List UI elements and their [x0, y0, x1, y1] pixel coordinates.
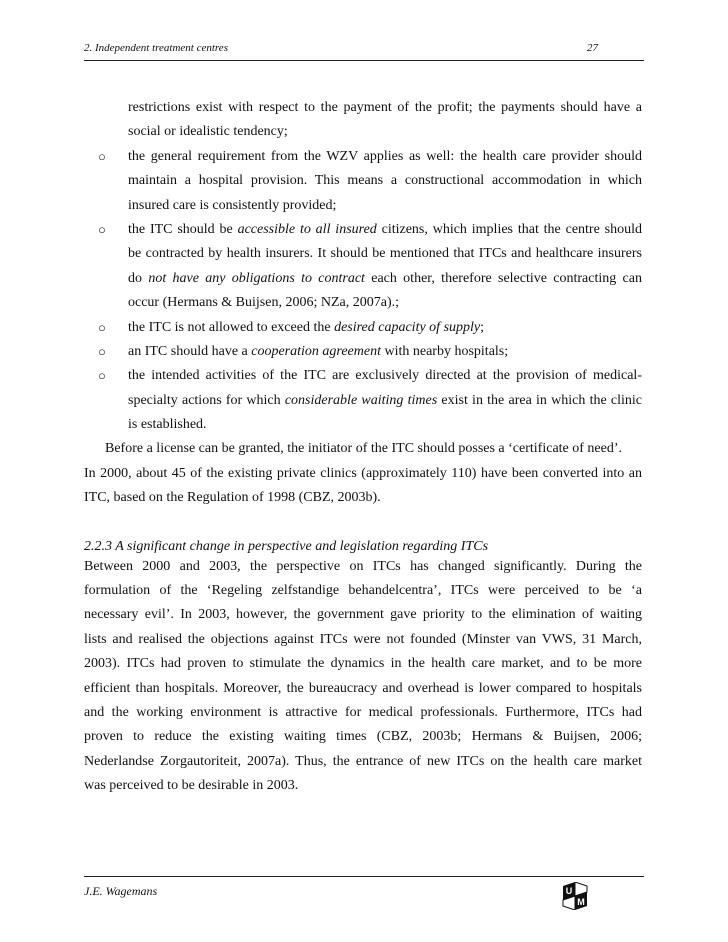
text-line: proven to reduce the existing waiting times (CBZ, 2003b; Hermans & Buijsen, 2006; — [84, 729, 642, 745]
text-line: specialty actions for which considerable waiting times exist in the area in which the clinic — [128, 392, 642, 408]
um-logo-icon — [561, 882, 589, 910]
list-item-text: the ITC should be accessible to all insured citizens, which implies that the centre should — [128, 221, 642, 237]
text-line: efficient than hospitals. Moreover, the bureaucracy and overhead is lower compared to hospitals — [84, 680, 642, 696]
list-item — [84, 218, 642, 242]
logo-letter-m: M — [577, 897, 585, 907]
text-line: do not have any obligations to contract each other, therefore selective contracting can — [128, 270, 642, 286]
text-line: was perceived to be desirable in 2003. — [84, 778, 299, 794]
list-item-text: the intended activities of the ITC are exclusively directed at the provision of medical- — [128, 368, 642, 384]
list-item — [84, 364, 642, 388]
text-line: formulation of the ‘Regeling zelfstandige behandelcentra’, ITCs were perceived to be ‘a — [84, 583, 642, 599]
text-line: and the working environment is attractive for medical professionals. Furthermore, ITCs had — [84, 704, 642, 720]
circle-bullet-icon: ○ — [98, 221, 106, 237]
header-title: 2. Independent treatment centres — [84, 42, 228, 54]
circle-bullet-icon: ○ — [98, 148, 106, 164]
text-line: is established. — [128, 417, 207, 433]
text-line: Between 2000 and 2003, the perspective on ITCs has changed significantly. During the — [84, 558, 642, 574]
paragraph — [84, 555, 642, 799]
text-line: Nederlandse Zorgautoriteit, 2007a). Thus, the entrance of new ITCs on the health care market — [84, 753, 642, 769]
text-line: lists and realised the objections against ITCs were not founded (Minster van VWS, 31 March, — [84, 631, 642, 647]
text-line: ITC, based on the Regulation of 1998 (CBZ, 2003b). — [84, 490, 381, 506]
circle-bullet-icon: ○ — [98, 319, 106, 335]
footer-author: J.E. Wagemans — [84, 884, 158, 898]
emphasis: not have any obligations to contract — [148, 270, 365, 286]
text-line: insured care is consistently provided; — [128, 197, 337, 213]
text-line: be contracted by health insurers. It should be mentioned that ITCs and healthcare insurers — [128, 246, 642, 262]
text-line: In 2000, about 45 of the existing private clinics (approximately 110) have been converted into an — [84, 465, 642, 481]
page-header — [84, 38, 644, 61]
circle-bullet-icon: ○ — [98, 343, 106, 359]
text-line: Before a license can be granted, the initiator of the ITC should posses a ‘certificate of need’. — [105, 441, 623, 457]
section-heading: 2.2.3 A significant change in perspective and legislation regarding ITCs — [84, 538, 489, 554]
text-line: restrictions exist with respect to the payment of the profit; the payments should have a — [128, 100, 642, 115]
text-line: occur (Hermans & Buijsen, 2006; NZa, 2007a).; — [128, 295, 399, 311]
emphasis: considerable waiting times — [284, 392, 438, 408]
page-number: 27 — [587, 42, 598, 54]
logo-letter-u: U — [565, 886, 573, 896]
emphasis: accessible to all insured — [237, 221, 377, 237]
emphasis: cooperation agreement — [251, 343, 381, 359]
list-item — [84, 145, 642, 169]
text-line: 2003). ITCs had proven to stimulate the dynamics in the health care market, and to be more — [84, 656, 642, 672]
list-item: ○ the ITC is not allowed to exceed the desired capacity of supply; — [84, 316, 642, 340]
footer-rule — [84, 876, 644, 878]
text-line: maintain a hospital provision. This means a constructional accommodation in which — [128, 173, 642, 189]
emphasis: desired capacity of supply — [334, 319, 481, 335]
list-item-text: the general requirement from the WZV applies as well: the health care provider should — [128, 148, 642, 164]
page-body — [84, 96, 642, 799]
list-item: ○ an ITC should have a cooperation agreement with nearby hospitals; — [84, 340, 642, 364]
circle-bullet-icon: ○ — [98, 368, 106, 384]
text-line: social or idealistic tendency; — [128, 124, 288, 140]
text-line: necessary evil’. In 2003, however, the government gave priority to the elimination of waiting — [84, 607, 642, 623]
